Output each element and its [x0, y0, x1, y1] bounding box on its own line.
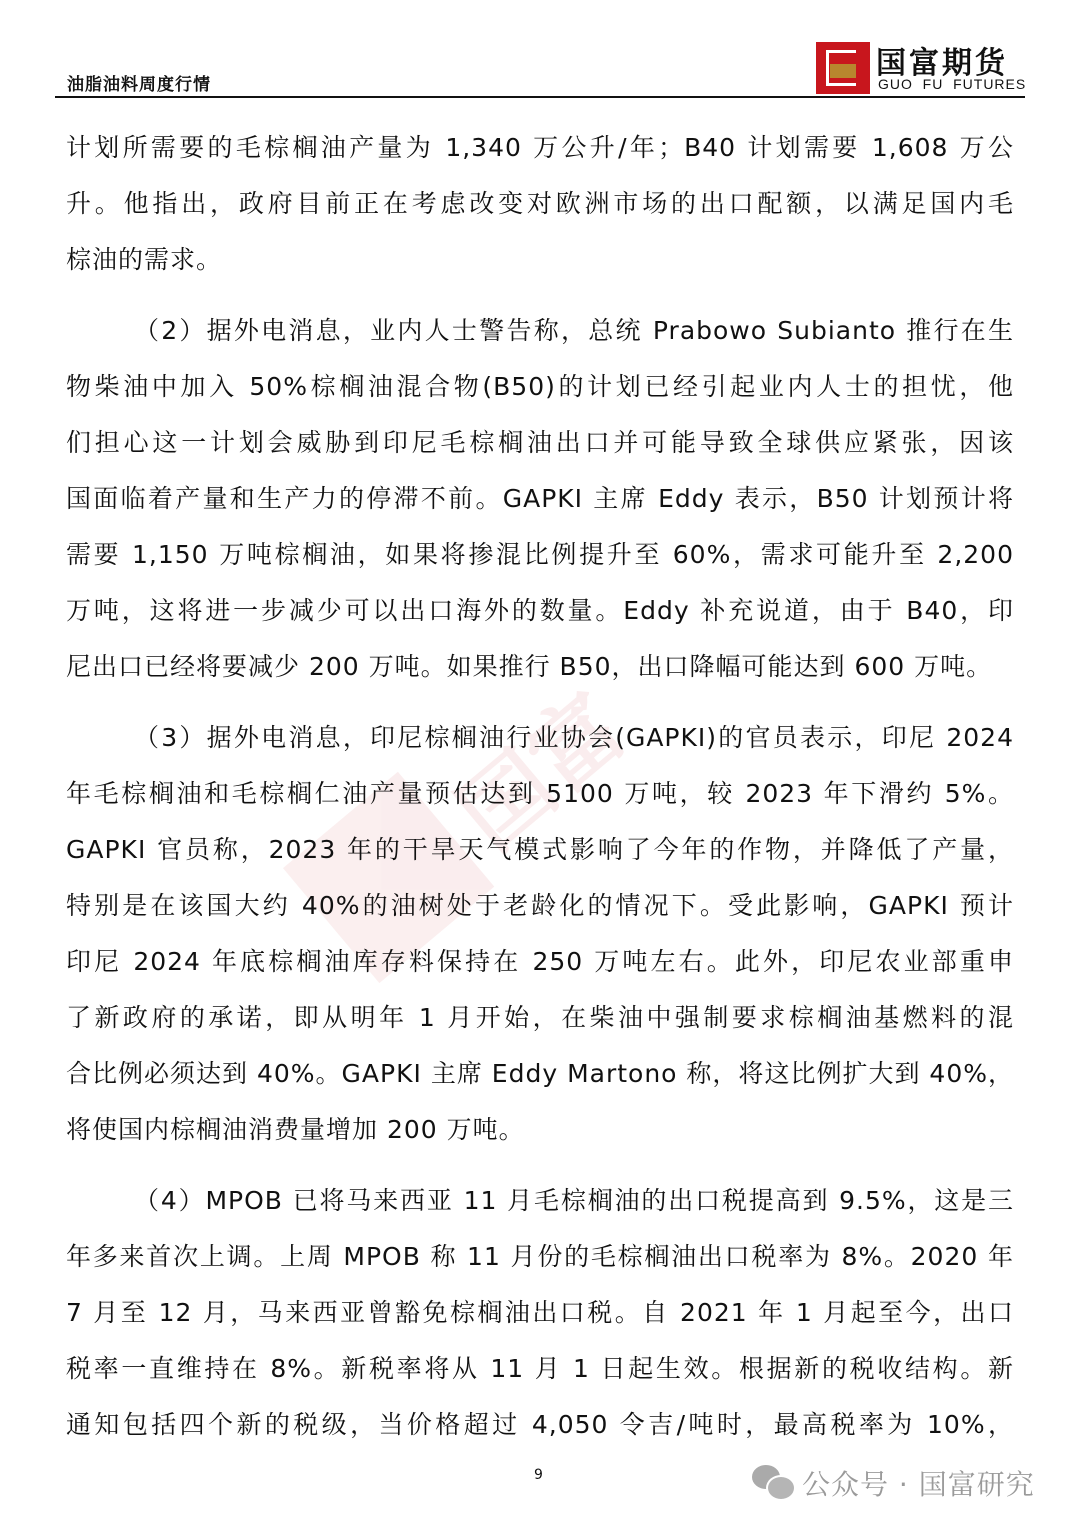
text-line: 计划所需要的毛棕榈油产量为 1,340 万公升/年；B40 计划需要 1,608 万公: [66, 133, 1014, 162]
watermark-logo: 国富: [244, 488, 835, 1052]
text-line: 们担心这一计划会威胁到印尼毛棕榈油出口并可能导致全球供应紧张，因该: [66, 428, 1014, 457]
text-line: 将使国内棕榈油消费量增加 200 万吨。: [66, 1115, 525, 1144]
paragraph: [66, 303, 1014, 695]
logo-name-cn: 国富期货: [876, 46, 1008, 81]
text-line: 尼出口已经将要减少 200 万吨。如果推行 B50，出口降幅可能达到 600 万吨。: [66, 652, 993, 681]
text-line: 年多来首次上调。上周 MPOB 称 11 月份的毛棕榈油出口税率为 8%。2020 年: [66, 1242, 1014, 1271]
logo-name-en: GUO FU FUTURES: [878, 76, 1027, 92]
paragraph: [66, 120, 1014, 288]
company-logo: [816, 42, 1026, 94]
text-line: 万吨，这将进一步减少可以出口海外的数量。Eddy 补充说道，由于 B40，印: [66, 596, 1014, 625]
text-line: 印尼 2024 年底棕榈油库存料保持在 250 万吨左右。此外，印尼农业部重申: [66, 947, 1014, 976]
text-line: 特别是在该国大约 40%的油树处于老龄化的情况下。受此影响，GAPKI 预计: [66, 891, 1014, 920]
text-line: 需要 1,150 万吨棕榈油，如果将掺混比例提升至 60%，需求可能升至 2,200: [66, 540, 1014, 569]
paragraph: [66, 1173, 1014, 1453]
header-divider: [55, 96, 1025, 98]
text-line: （4）MPOB 已将马来西亚 11 月毛棕榈油的出口税提高到 9.5%，这是三: [134, 1186, 1014, 1215]
document-body: [66, 120, 1014, 1468]
wechat-account-label: 公众号 · 国富研究: [802, 1468, 1035, 1501]
text-line: 升。他指出，政府目前正在考虑改变对欧洲市场的出口配额，以满足国内毛: [66, 189, 1014, 218]
wechat-icon: [752, 1465, 796, 1501]
text-line: 税率一直维持在 8%。新税率将从 11 月 1 日起生效。根据新的税收结构。新: [66, 1354, 1014, 1383]
text-line: 合比例必须达到 40%。GAPKI 主席 Eddy Martono 称，将这比例扩大到 40%，: [66, 1059, 1014, 1088]
text-line: 国面临着产量和生产力的停滞不前。GAPKI 主席 Eddy 表示，B50 计划预计将: [66, 484, 1014, 513]
text-line: 了新政府的承诺，即从明年 1 月开始，在柴油中强制要求棕榈油基燃料的混: [66, 1003, 1014, 1032]
wechat-account-badge: [752, 1463, 1035, 1503]
paragraph: [66, 710, 1014, 1158]
text-line: 年毛棕榈油和毛棕榈仁油产量预估达到 5100 万吨，较 2023 年下滑约 5%。: [66, 779, 1014, 808]
text-line: 7 月至 12 月，马来西亚曾豁免棕榈油出口税。自 2021 年 1 月起至今，出口: [66, 1298, 1014, 1327]
text-line: （2）据外电消息，业内人士警告称，总统 Prabowo Subianto 推行在生: [134, 316, 1014, 345]
text-line: 通知包括四个新的税级，当价格超过 4,050 令吉/吨时，最高税率为 10%，: [66, 1410, 1014, 1439]
logo-mark-icon: [816, 42, 870, 94]
report-title: 油脂油料周度行情: [67, 75, 211, 95]
text-line: GAPKI 官员称，2023 年的干旱天气模式影响了今年的作物，并降低了产量，: [66, 835, 1014, 864]
text-line: 物柴油中加入 50%棕榈油混合物(B50)的计划已经引起业内人士的担忧，他: [66, 372, 1014, 401]
text-line: （3）据外电消息，印尼棕榈油行业协会(GAPKI)的官员表示，印尼 2024: [134, 723, 1014, 752]
text-line: 棕油的需求。: [66, 245, 223, 274]
page-number: 9: [534, 1467, 543, 1483]
